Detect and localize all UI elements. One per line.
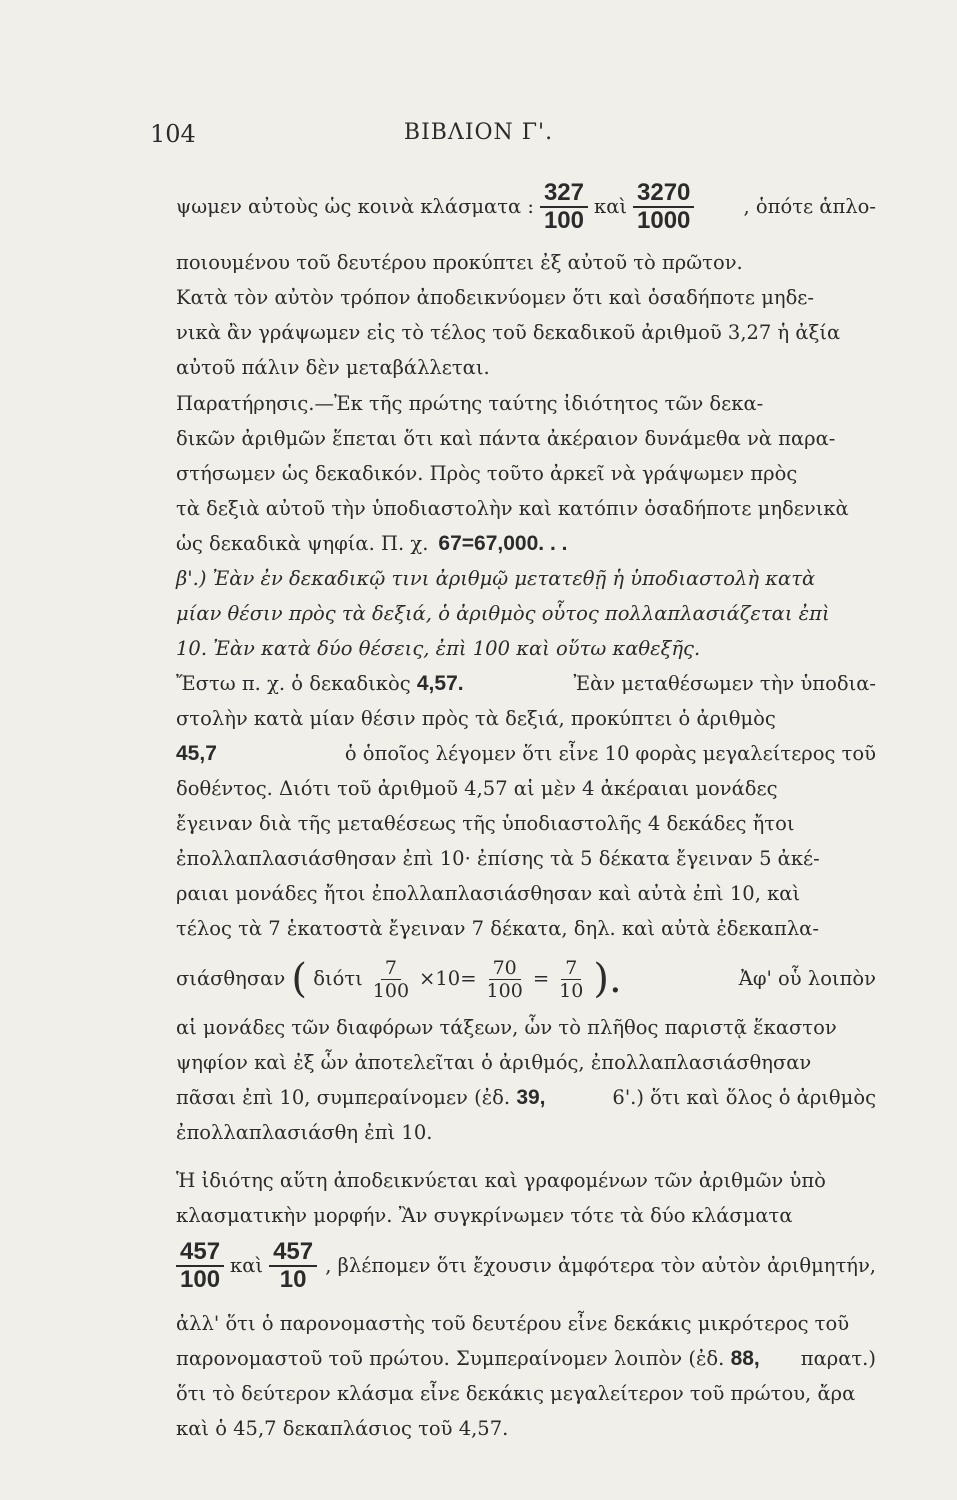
text-segment: , ὁπότε ἁπλο- (743, 195, 876, 218)
fraction-457-100 (176, 1239, 224, 1293)
text-segment: καὶ ὁ 45,7 δεκαπλάσιος τοῦ 4,57. (176, 1417, 509, 1440)
fraction-7-100 (369, 957, 413, 1002)
text-segment: ψωμεν αὐτοὺς ὡς κοινὰ κλάσματα : (176, 195, 534, 218)
text-segment: τέλος τὰ 7 ἑκατοστὰ ἔγειναν 7 δέκατα, δηλ. καὶ αὐτὰ ἐδεκαπλα- (176, 917, 819, 940)
text-line-11 (176, 564, 876, 594)
text-segment: διότι (313, 967, 363, 990)
open-paren: ( (291, 956, 308, 1002)
numerator: 457 (269, 1239, 317, 1267)
text-line-13 (176, 634, 876, 664)
text-segment: μίαν θέσιν πρὸς τὰ δεξιά, ὁ ἀριθμὸς οὗτος πολλαπλασιάζεται ἐπὶ (176, 602, 830, 625)
example-number: 4,57. (416, 672, 464, 695)
text-segment: Ἡ ἰδιότης αὕτη ἀποδεικνύεται καὶ γραφομένων τῶν ἀριθμῶν ὑπὸ (176, 1169, 826, 1192)
text-segment: δοθέντος. Διότι τοῦ ἀριθμοῦ 4,57 αἱ μὲν 4 ἀκέραιαι μονάδες (176, 777, 778, 800)
text-segment: ἐπολλαπλασιάσθη ἐπὶ 10. (176, 1121, 433, 1144)
text-segment: Ἔστω π. χ. ὁ δεκαδικὸς (176, 672, 411, 695)
text-line-28 (176, 1201, 876, 1231)
denominator: 100 (543, 207, 584, 234)
text-line-19 (176, 844, 876, 874)
denominator: 100 (372, 979, 410, 1002)
section-ref: 88, (730, 1347, 760, 1370)
text-segment: ὡς δεκαδικὰ ψηφία. Π. χ. (176, 532, 429, 555)
text-line-31 (176, 1344, 876, 1374)
text-segment: στολὴν κατὰ μίαν θέσιν πρὸς τὰ δεξιά, προκύπτει ὁ ἀριθμὸς (176, 707, 776, 730)
text-segment: αὐτοῦ πάλιν δὲν μεταβάλλεται. (176, 356, 490, 379)
text-line-29 (176, 1236, 876, 1296)
text-segment: ×10= (419, 967, 477, 990)
text-line-5 (176, 353, 876, 383)
numerator: 327 (540, 180, 588, 208)
numerator: 70 (489, 957, 521, 980)
text-segment: νικὰ ἂν γράψωμεν εἰς τὸ τέλος τοῦ δεκαδικοῦ ἀριθμοῦ 3,27 ἡ ἀξία (176, 321, 841, 344)
text-line-22 (176, 952, 876, 1006)
text-line-9 (176, 494, 876, 524)
text-line-25 (176, 1083, 876, 1113)
text-line-8 (176, 459, 876, 489)
text-segment: 6'.) ὅτι καὶ ὅλος ὁ ἀριθμὸς (612, 1086, 876, 1109)
fraction-327-100 (540, 180, 588, 234)
text-segment: ραιαι μονάδες ἤτοι ἐπολλαπλασιάσθησαν καὶ αὐτὰ ἐπὶ 10, καὶ (176, 882, 801, 905)
text-line-14 (176, 669, 876, 699)
text-segment: Ἀφ' οὗ λοιπὸν (738, 967, 876, 990)
text-line-6 (176, 389, 876, 419)
fraction-3270-1000 (633, 180, 694, 234)
running-title: ΒΙΒΛΙΟΝ Γ'. (403, 120, 554, 145)
page-header (0, 120, 957, 160)
text-line-16 (176, 739, 876, 769)
text-line-12 (176, 599, 876, 629)
denominator: 1000 (637, 207, 691, 234)
text-segment: = (532, 967, 550, 990)
numerator: 7 (561, 957, 581, 980)
text-segment: παρονομαστοῦ τοῦ πρώτου. Συμπεραίνομεν λοιπὸν (ἐδ. (176, 1347, 725, 1370)
text-segment: ἔγειναν διὰ τῆς μεταθέσεως τῆς ὑποδιαστολῆς 4 δεκάδες ἤτοι (176, 812, 795, 835)
text-segment: κλασματικὴν μορφήν. Ἂν συγκρίνωμεν τότε τὰ δύο κλάσματα (176, 1204, 793, 1227)
text-segment: , βλέπομεν ὅτι ἔχουσιν ἀμφότερα τὸν αὐτὸν ἀριθμητήν, (325, 1254, 876, 1277)
text-segment: αἱ μονάδες τῶν διαφόρων τάξεων, ὧν τὸ πλῆθος παριστᾷ ἕκαστον (176, 1016, 837, 1039)
text-segment: καὶ (230, 1254, 264, 1277)
fraction-7-10 (555, 957, 587, 1002)
text-line-26 (176, 1118, 876, 1148)
text-line-27 (176, 1166, 876, 1196)
text-segment: παρατ.) (800, 1347, 876, 1370)
fraction-70-100 (483, 957, 527, 1002)
text-line-23 (176, 1013, 876, 1043)
text-segment: δικῶν ἀριθμῶν ἕπεται ὅτι καὶ πάντα ἀκέραιον δυνάμεθα νὰ παρα- (176, 427, 836, 450)
text-segment: ψηφίον καὶ ἐξ ὧν ἀποτελεῖται ὁ ἀριθμός, ἐπολλαπλασιάσθησαν (176, 1051, 812, 1074)
text-segment: σιάσθησαν (176, 967, 286, 990)
text-line-3 (176, 283, 876, 313)
fraction-457-10 (269, 1239, 317, 1293)
text-segment: πᾶσαι ἐπὶ 10, συμπεραίνομεν (ἐδ. (176, 1086, 511, 1109)
text-segment: καὶ (594, 195, 628, 218)
denominator: 10 (279, 1266, 307, 1293)
text-segment: Ἐὰν μεταθέσωμεν τὴν ὑποδια- (573, 672, 876, 695)
text-line-32 (176, 1379, 876, 1409)
text-line-1 (176, 180, 876, 234)
section-ref: 39, (516, 1086, 546, 1109)
page-number: 104 (150, 120, 196, 148)
close-paren: ). (593, 956, 622, 1002)
text-line-15 (176, 704, 876, 734)
text-segment: 10. Ἐὰν κατὰ δύο θέσεις, ἐπὶ 100 καὶ οὕτω καθεξῆς. (176, 637, 701, 660)
text-line-24 (176, 1048, 876, 1078)
example-number: 45,7 (176, 742, 217, 765)
text-segment: τὰ δεξιὰ αὐτοῦ τὴν ὑποδιαστολὴν καὶ κατόπιν ὁσαδήποτε μηδενικὰ (176, 497, 849, 520)
text-segment: ὁ ὁποῖος λέγομεν ὅτι εἶνε 10 φορὰς μεγαλείτερος τοῦ (344, 742, 876, 765)
denominator: 10 (559, 979, 584, 1002)
numerator: 457 (176, 1239, 224, 1267)
text-line-7 (176, 424, 876, 454)
text-line-2 (176, 248, 876, 278)
text-segment: β'.) Ἐὰν ἐν δεκαδικῷ τινι ἀριθμῷ μετατεθῇ ἡ ὑποδιαστολὴ κατὰ (176, 567, 816, 590)
text-line-17 (176, 774, 876, 804)
text-line-21 (176, 914, 876, 944)
text-line-30 (176, 1309, 876, 1339)
text-segment: ὅτι τὸ δεύτερον κλάσμα εἶνε δεκάκις μεγαλείτερον τοῦ πρώτου, ἄρα (176, 1382, 856, 1405)
text-segment: ἐπολλαπλασιάσθησαν ἐπὶ 10· ἐπίσης τὰ 5 δέκατα ἔγειναν 5 ἀκέ- (176, 847, 820, 870)
text-line-10 (176, 529, 876, 559)
text-line-20 (176, 879, 876, 909)
numerator: 3270 (633, 180, 694, 208)
text-segment: στήσωμεν ὡς δεκαδικόν. Πρὸς τοῦτο ἀρκεῖ νὰ γράψωμεν πρὸς (176, 462, 798, 485)
text-line-4 (176, 318, 876, 348)
text-segment: ἀλλ' ὅτι ὁ παρονομαστὴς τοῦ δευτέρου εἶνε δεκάκις μικρότερος τοῦ (176, 1312, 850, 1335)
text-segment: Παρατήρησις.—Ἐκ τῆς πρώτης ταύτης ἰδιότητος τῶν δεκα- (176, 392, 764, 415)
text-segment: Κατὰ τὸν αὐτὸν τρόπον ἀποδεικνύομεν ὅτι καὶ ὁσαδήποτε μηδε- (176, 286, 814, 309)
text-line-18 (176, 809, 876, 839)
text-segment: ποιουμένου τοῦ δευτέρου προκύπτει ἐξ αὐτοῦ τὸ πρῶτον. (176, 251, 743, 274)
text-line-33 (176, 1414, 876, 1444)
example-number: 67=67,000. . . (438, 532, 568, 555)
numerator: 7 (381, 957, 401, 980)
denominator: 100 (180, 1266, 221, 1293)
denominator: 100 (486, 979, 523, 1002)
